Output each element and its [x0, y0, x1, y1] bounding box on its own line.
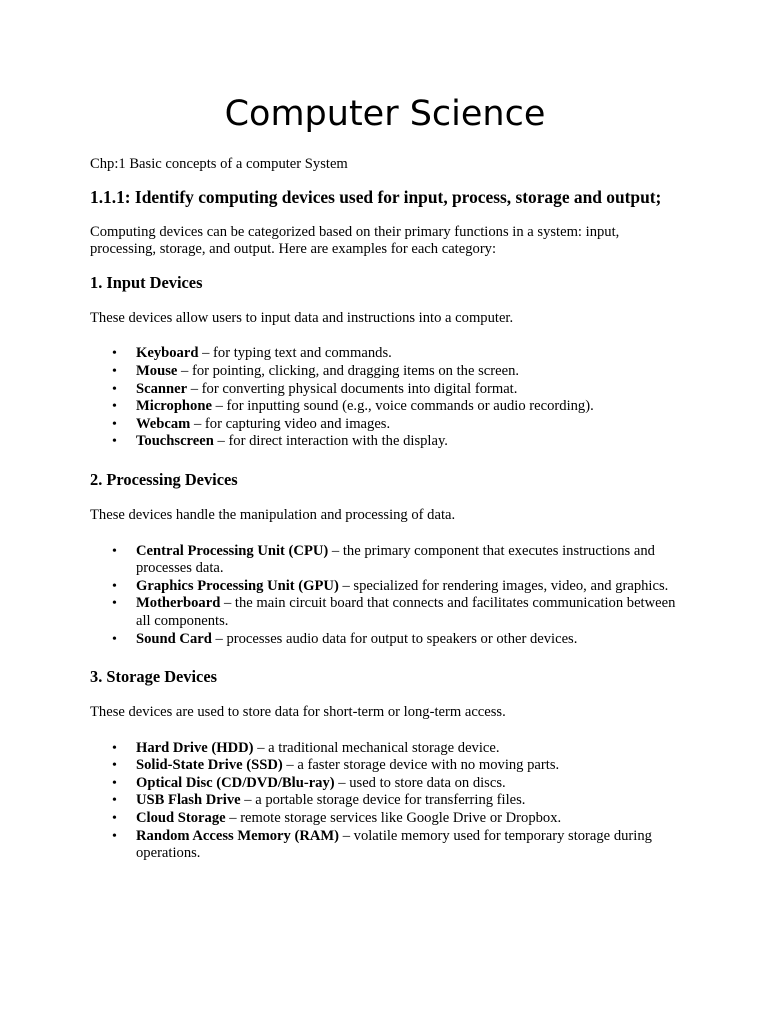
- document-title: Computer Science: [224, 94, 546, 134]
- list-item-term: Sound Card: [136, 630, 212, 647]
- processing-devices-list: [90, 543, 676, 649]
- list-item: [136, 828, 676, 863]
- list-item-term: Central Processing Unit (CPU): [136, 542, 329, 559]
- list-item-desc: – for pointing, clicking, and dragging items on the screen.: [177, 362, 520, 379]
- list-item: [136, 578, 676, 596]
- section-heading-storage: 3. Storage Devices: [90, 667, 217, 687]
- list-item-desc: – for inputting sound (e.g., voice commands or audio recording).: [211, 398, 594, 415]
- list-item-term: Solid-State Drive (SSD): [136, 757, 283, 774]
- list-item-term: Optical Disc (CD/DVD/Blu-ray): [136, 774, 335, 791]
- chapter-line: Chp:1 Basic concepts of a computer System: [90, 156, 348, 172]
- list-item: [136, 363, 676, 381]
- list-item-term: Graphics Processing Unit (GPU): [136, 577, 339, 594]
- section-intro-input: These devices allow users to input data and instructions into a computer.: [90, 309, 514, 326]
- list-item-term: Random Access Memory (RAM): [136, 827, 340, 844]
- list-item-desc: – specialized for rendering images, video, and graphics.: [338, 577, 669, 594]
- list-item: [136, 345, 676, 363]
- list-item-desc: – for typing text and commands.: [198, 345, 392, 362]
- list-item-term: Webcam: [136, 415, 191, 432]
- list-item-term: Hard Drive (HDD): [136, 739, 254, 756]
- input-devices-list: [90, 345, 676, 451]
- list-item-desc: – a traditional mechanical storage device.: [253, 739, 500, 756]
- list-item: [136, 595, 676, 630]
- section-heading-processing: 2. Processing Devices: [90, 469, 238, 489]
- list-item-desc: – remote storage services like Google Drive or Dropbox.: [225, 810, 562, 827]
- list-item-desc: – for capturing video and images.: [190, 415, 391, 432]
- list-item-desc: – for converting physical documents into digital format.: [187, 380, 518, 397]
- objective-heading: 1.1.1: Identify computing devices used for input, process, storage and output;: [90, 186, 662, 207]
- list-item: [136, 775, 676, 793]
- section-heading-input: 1. Input Devices: [90, 272, 203, 292]
- intro-paragraph: Computing devices can be categorized based on their primary functions in a system: input, processing, storage, and output. Here are examples for each category:: [90, 223, 620, 258]
- list-item-desc: – volatile memory used for temporary storage during operations.: [136, 827, 652, 862]
- list-item-term: Motherboard: [136, 595, 221, 612]
- list-item-term: Mouse: [136, 362, 178, 379]
- list-item-term: Touchscreen: [136, 433, 214, 450]
- list-item-desc: – processes audio data for output to speakers or other devices.: [211, 630, 578, 647]
- list-item-desc: – for direct interaction with the display.: [213, 433, 448, 450]
- list-item-term: Microphone: [136, 398, 212, 415]
- list-item-desc: – a portable storage device for transferring files.: [240, 792, 526, 809]
- list-item-desc: – used to store data on discs.: [334, 774, 506, 791]
- list-item-term: Keyboard: [136, 345, 199, 362]
- section-intro-processing: These devices handle the manipulation and processing of data.: [90, 506, 456, 523]
- list-item: [136, 543, 676, 578]
- list-item-desc: – the main circuit board that connects and facilitates communication between all components.: [136, 595, 676, 629]
- list-item: [136, 398, 676, 416]
- list-item-term: Scanner: [136, 380, 188, 397]
- list-item: [136, 416, 676, 434]
- list-item: [136, 433, 676, 451]
- list-item: [136, 810, 676, 828]
- list-item-desc: – a faster storage device with no moving parts.: [282, 757, 560, 774]
- list-item-term: Cloud Storage: [136, 810, 226, 827]
- list-item-desc: – the primary component that executes instructions and processes data.: [136, 542, 655, 577]
- section-intro-storage: These devices are used to store data for short-term or long-term access.: [90, 704, 506, 721]
- storage-devices-list: [90, 740, 676, 863]
- list-item: [136, 381, 676, 399]
- list-item-term: USB Flash Drive: [136, 792, 241, 809]
- list-item: [136, 757, 676, 775]
- list-item: [136, 740, 676, 758]
- list-item: [136, 631, 676, 649]
- list-item: [136, 792, 676, 810]
